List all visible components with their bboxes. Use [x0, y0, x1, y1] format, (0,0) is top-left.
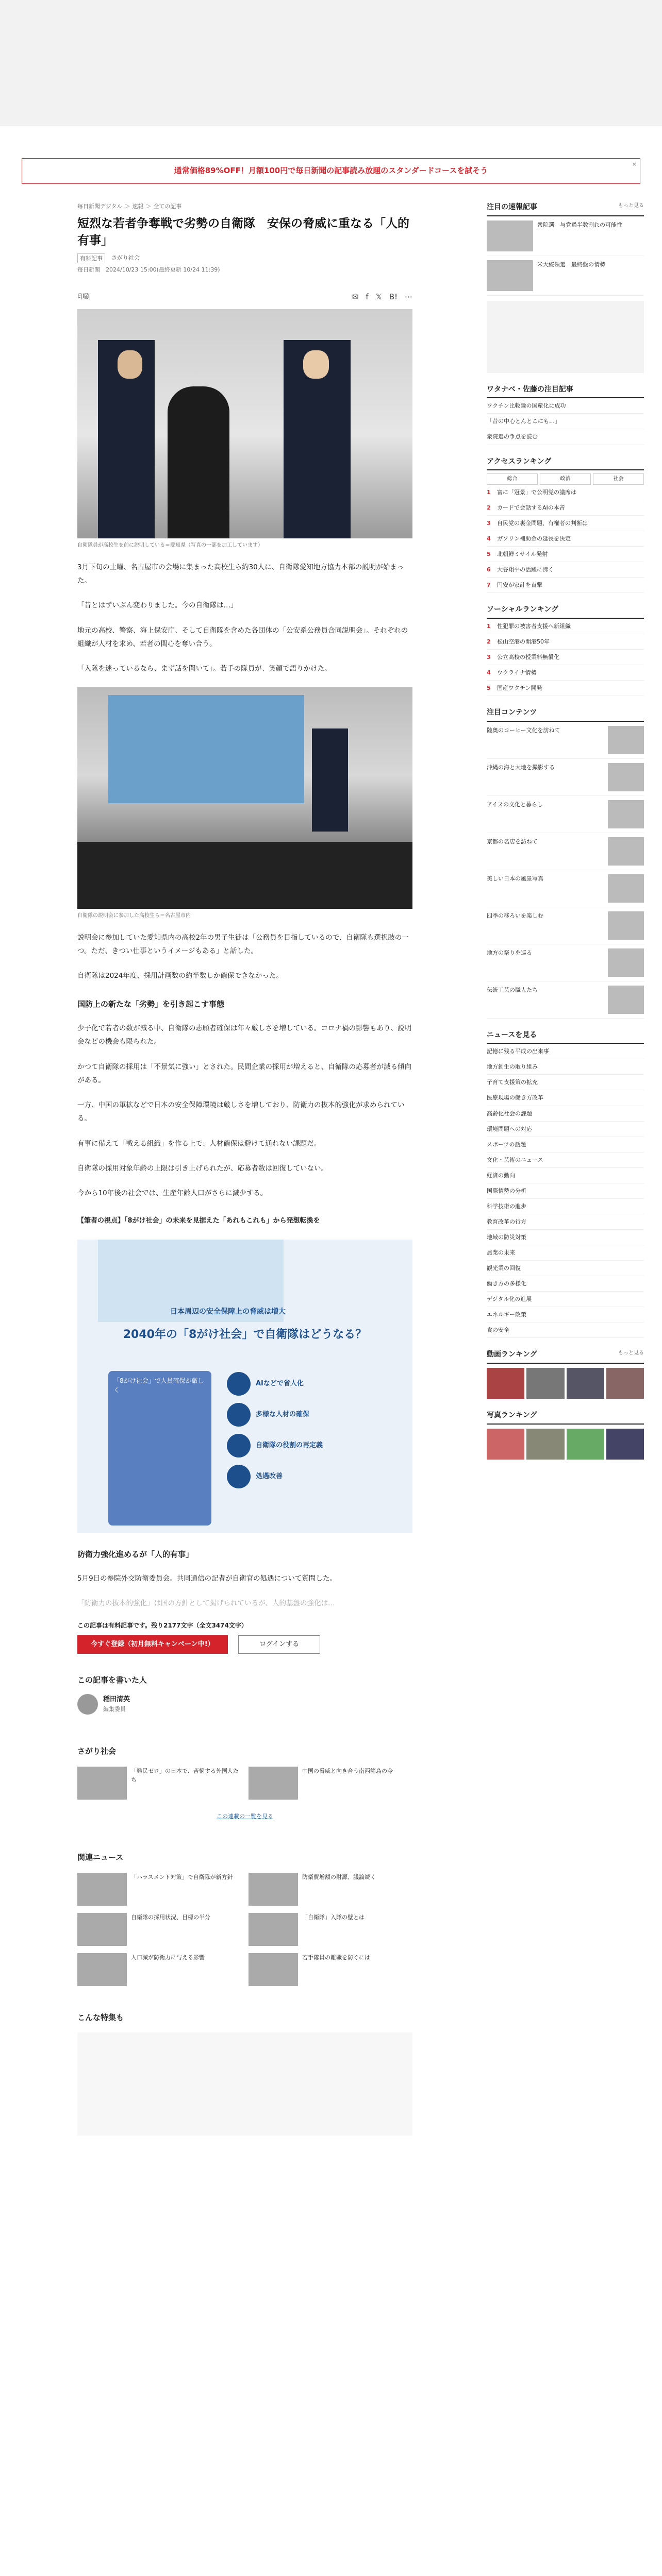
photo-thumb[interactable]: [487, 1429, 524, 1460]
list-item[interactable]: 4 ウクライナ情勢: [487, 665, 644, 681]
list-item[interactable]: 地方創生の取り組み: [487, 1059, 644, 1075]
breadcrumb-item[interactable]: 毎日新聞デジタル: [77, 203, 123, 210]
author-heading: この記事を書いた人: [77, 1675, 147, 1685]
mail-icon[interactable]: ✉: [352, 292, 359, 302]
paywall: [77, 1621, 412, 1654]
share-bar: [77, 290, 412, 305]
infographic-title: 2040年の「8がけ社会」で自衛隊はどうなる？: [123, 1328, 367, 1341]
ranking-item[interactable]: 米大統領選 最終盤の情勢: [487, 256, 644, 296]
news-card[interactable]: 「ハラスメント対策」で自衛隊が新方針: [77, 1873, 241, 1906]
video-thumb[interactable]: [487, 1368, 524, 1399]
list-item[interactable]: 子育て支援策の拡充: [487, 1075, 644, 1090]
access-list: [487, 485, 644, 593]
photo-caption-2: 自衛隊の説明会に参加した高校生ら＝名古屋市内: [77, 912, 191, 919]
paragraph: 3月下旬の土曜、名古屋市の会場に集まった高校生ら約30人に、自衛隊愛知地方協力本部の説明が始まった。: [77, 563, 404, 585]
content-item[interactable]: 地方の祭りを巡る: [487, 944, 644, 981]
list-item[interactable]: 高齢化社会の課題: [487, 1106, 644, 1122]
paragraph: かつて自衛隊の採用は「不景気に強い」とされた。民間企業の採用が増えると、自衛隊の応募者が減る傾向がある。: [77, 1062, 411, 1084]
paragraph: 「昔とはずいぶん変わりました。今の自衛隊は…」: [77, 601, 238, 610]
article-tags: [77, 253, 412, 263]
list-item[interactable]: 科学技術の進歩: [487, 1199, 644, 1214]
info-item: AIなどで省人化: [256, 1379, 304, 1387]
article-photo-2: [77, 687, 412, 909]
list-item[interactable]: スポーツの話題: [487, 1137, 644, 1153]
breadcrumb-sep: ＞: [145, 203, 152, 210]
video-heading: 動画ランキング もっと見る: [487, 1349, 644, 1364]
ranking-heading: 注目の速報記事 もっと見る: [487, 202, 644, 216]
list-item[interactable]: 経済の動向: [487, 1168, 644, 1183]
facebook-icon[interactable]: f: [366, 292, 369, 302]
list-item[interactable]: 教育改革の行方: [487, 1214, 644, 1230]
list-item[interactable]: 6 大谷翔平の活躍に沸く: [487, 562, 644, 578]
photo-caption-1: 自衛隊員が高校生を前に説明している＝愛知県（写真の一部を加工しています）: [77, 542, 263, 548]
news-card[interactable]: 「自衛隊」入隊の壁とは: [249, 1913, 412, 1946]
list-item[interactable]: 国際情勢の分析: [487, 1183, 644, 1199]
photo-heading: 写真ランキング: [487, 1410, 644, 1425]
content-item[interactable]: アイヌの文化と暮らし: [487, 796, 644, 833]
top-ad-area: [0, 0, 662, 126]
paid-badge: 有料記事: [77, 253, 105, 263]
paragraph: 5月9日の参院外交防衛委員会。共同通信の記者が自衛官の処遇について質問した。: [77, 1574, 337, 1583]
subheading: 国防上の新たな「劣勢」を引き起こす事態: [77, 999, 225, 1009]
list-item[interactable]: エネルギー政策: [487, 1307, 644, 1323]
article-photo-1: [77, 309, 412, 538]
list-item[interactable]: 記憶に残る平成の出来事: [487, 1044, 644, 1059]
hatena-icon[interactable]: B!: [389, 292, 398, 302]
video-thumb[interactable]: [567, 1368, 604, 1399]
infographic-list: [227, 1371, 392, 1495]
paragraph: 「入隊を迷っているなら、まず話を聞いて」。若手の隊員が、笑顔で語りかけた。: [77, 665, 332, 673]
paragraph: 今から10年後の社会では、生産年齢人口がさらに減少する。: [77, 1189, 268, 1198]
breadcrumb-item[interactable]: 速報: [132, 203, 144, 210]
special-area: [77, 2032, 412, 2136]
list-item[interactable]: 環境問題への対応: [487, 1122, 644, 1137]
paragraph: 自衛隊は2024年度、採用計画数の約半数しか確保できなかった。: [77, 972, 283, 980]
subscribe-button[interactable]: 今すぐ登録（初月無料キャンペーン中!）: [77, 1635, 228, 1654]
ranking-item[interactable]: 衆院選 与党過半数割れの可能性: [487, 216, 644, 256]
list-item[interactable]: 食の安全: [487, 1323, 644, 1338]
paragraph-faded: 「防衛力の抜本的強化」は国の方針として掲げられているが、人的基盤の強化は…: [77, 1599, 335, 1608]
item-icon: [227, 1372, 251, 1396]
series-card[interactable]: 中国の脅威と向き合う南西諸島の今: [249, 1767, 412, 1800]
social-list: [487, 619, 644, 696]
list-item[interactable]: 5 北朝鮮ミサイル発射: [487, 547, 644, 562]
infographic-heading[interactable]: 【筆者の視点】「8がけ社会」の未来を見据えた「あれもこれも」から発想転換を: [77, 1216, 320, 1225]
close-icon[interactable]: ×: [632, 161, 637, 167]
news-cards: [77, 1873, 412, 1986]
byline: 毎日新聞 2024/10/23 15:00(最終更新 10/24 11:39): [77, 266, 220, 273]
list-item[interactable]: 1 富に「冠景」で公明党の議席は: [487, 485, 644, 500]
series-heading: さがり社会: [77, 1746, 117, 1756]
list-item[interactable]: 1 性犯罪の被害者支援へ新組織: [487, 619, 644, 634]
list-item[interactable]: 「昔の中心とんとこにも…」: [487, 414, 644, 429]
article-main: [77, 202, 412, 2136]
x-icon[interactable]: 𝕏: [375, 292, 382, 302]
content-item[interactable]: 陸奥のコーヒー文化を訪ねて: [487, 722, 644, 759]
paragraph: 少子化で若者の数が減る中、自衛隊の志願者確保は年々厳しさを増している。コロナ禍の影響もあり、説明会などの機会も限られた。: [77, 1024, 411, 1046]
list-item[interactable]: デジタル化の進展: [487, 1292, 644, 1307]
article-title: 短烈な若者争奪戦で劣勢の自衛隊 安保の脅威に重なる「人的有事」: [77, 216, 409, 248]
series-card[interactable]: 「難民ゼロ」の日本で、苦悩する外国人たち: [77, 1767, 241, 1800]
paragraph: 地元の高校、警察、海上保安庁、そして自衛隊を含めた各団体の「公安系公務員合同説明会」。それぞれの組織が人材を求め、若者の関心を奪い合う。: [77, 626, 408, 649]
list-item[interactable]: 3 公立高校の授業料無償化: [487, 650, 644, 665]
list-item[interactable]: 7 円安が家計を直撃: [487, 578, 644, 593]
item-icon: [227, 1465, 251, 1488]
list-item[interactable]: 2 カードで会話するAIの本音: [487, 500, 644, 516]
breadcrumb-item[interactable]: 全ての記事: [153, 203, 182, 210]
subheading: 防衛力強化進めるが「人的有事」: [77, 1549, 194, 1559]
access-heading: アクセスランキング: [487, 456, 644, 471]
news-list: [487, 1044, 644, 1338]
special-heading: こんな特集も: [77, 2013, 124, 2023]
info-item: 自衛隊の役割の再定義: [256, 1441, 323, 1449]
infographic: [77, 1240, 412, 1533]
photo-grid: [487, 1429, 644, 1460]
tab-total[interactable]: 総合: [487, 473, 538, 485]
author-name[interactable]: 稲田清英: [103, 1696, 130, 1704]
photo-thumb[interactable]: [606, 1429, 644, 1460]
list-item[interactable]: ワクチン比較論の国産化に成功: [487, 398, 644, 414]
paragraph: 一方、中国の軍拡などで日本の安全保障環境は厳しさを増しており、防衛力の抜本的強化が求められている。: [77, 1101, 405, 1123]
news-list-heading: ニュースを見る: [487, 1030, 644, 1044]
list-item[interactable]: 2 松山空港の開港50年: [487, 634, 644, 650]
photo-thumb[interactable]: [526, 1429, 564, 1460]
video-grid: [487, 1368, 644, 1399]
video-thumb[interactable]: [606, 1368, 644, 1399]
paywall-text: この記事は有料記事です。残り2177文字（全文3474文字）: [77, 1621, 247, 1629]
author-card: [77, 1694, 412, 1715]
promo-banner[interactable]: [22, 158, 640, 184]
map-label: 日本周辺の安全保障上の脅威は増大: [170, 1307, 286, 1316]
social-heading: ソーシャルランキング: [487, 604, 644, 619]
list-item[interactable]: 医療現場の働き方改革: [487, 1090, 644, 1106]
news-heading: 関連ニュース: [77, 1853, 124, 1862]
item-icon: [227, 1434, 251, 1458]
list-item[interactable]: 観光業の回復: [487, 1261, 644, 1276]
info-item: 多様な人材の確保: [256, 1410, 310, 1418]
news-card[interactable]: 人口減が防衛力に与える影響: [77, 1953, 241, 1986]
sidebar: [487, 202, 644, 1460]
list-item[interactable]: 農業の未来: [487, 1245, 644, 1261]
premium-list: [487, 398, 644, 445]
breadcrumb-sep: ＞: [124, 203, 130, 210]
content-item[interactable]: 美しい日本の風景写真: [487, 870, 644, 907]
list-item[interactable]: 5 国産ワクチン開発: [487, 681, 644, 696]
news-card[interactable]: 若手隊員の離職を防ぐには: [249, 1953, 412, 1986]
avatar: [77, 1694, 98, 1715]
infographic-left-panel: 「8がけ社会」で人員確保が厳しく: [108, 1371, 211, 1526]
news-card[interactable]: 防衛費増額の財源、議論続く: [249, 1873, 412, 1906]
list-item[interactable]: 4 ガソリン補助金の延長を決定: [487, 531, 644, 547]
content-item[interactable]: 四季の移ろいを楽しむ: [487, 907, 644, 944]
video-thumb[interactable]: [526, 1368, 564, 1399]
tab-politics[interactable]: 政治: [540, 473, 591, 485]
more-icon[interactable]: ⋯: [405, 292, 412, 302]
news-card[interactable]: 自衛隊の採用状況、目標の半分: [77, 1913, 241, 1946]
paragraph: 説明会に参加していた愛知県内の高校2年の男子生徒は「公務員を目指しているので、自衛隊も選択肢の一つ。ただ、きつい仕事というイメージもある」と話した。: [77, 933, 409, 956]
promo-text: 通常価格89%OFF！月額100円で毎日新聞の記事読み放題のスタンダードコースを試そう: [174, 166, 488, 176]
print-icon[interactable]: 印刷: [77, 293, 91, 301]
list-item[interactable]: 衆院選の争点を読む: [487, 429, 644, 445]
list-item[interactable]: 文化・芸術のニュース: [487, 1153, 644, 1168]
login-button[interactable]: ログインする: [238, 1635, 320, 1654]
list-item[interactable]: 地域の防災対策: [487, 1230, 644, 1245]
list-item[interactable]: 3 自民党の裏金問題、有権者の判断は: [487, 516, 644, 531]
list-item[interactable]: 働き方の多様化: [487, 1276, 644, 1292]
paragraph: 自衛隊の採用対象年齢の上限は引き上げられたが、応募者数は回復していない。: [77, 1164, 328, 1173]
content-heading: 注目コンテンツ: [487, 707, 644, 722]
author-role: 編集委員: [103, 1706, 126, 1713]
content-item[interactable]: 伝統工芸の職人たち: [487, 981, 644, 1019]
series-more-link[interactable]: この連載の一覧を見る: [217, 1812, 273, 1820]
premium-heading: ワタナベ・佐藤の注目記事: [487, 384, 644, 399]
breadcrumb: [77, 202, 412, 211]
access-tabs: [487, 473, 644, 485]
side-ad: [487, 301, 644, 373]
info-item: 処遇改善: [256, 1472, 283, 1480]
item-icon: [227, 1403, 251, 1427]
content-item[interactable]: 京都の名店を訪ねて: [487, 833, 644, 870]
series-cards: [77, 1767, 412, 1800]
series-tag[interactable]: さがり社会: [111, 254, 140, 261]
paragraph: 有事に備えて「戦える組織」を作る上で、人材確保は避けて通れない課題だ。: [77, 1139, 321, 1148]
photo-thumb[interactable]: [567, 1429, 604, 1460]
tab-society[interactable]: 社会: [593, 473, 644, 485]
content-item[interactable]: 沖縄の海と大地を撮影する: [487, 759, 644, 796]
